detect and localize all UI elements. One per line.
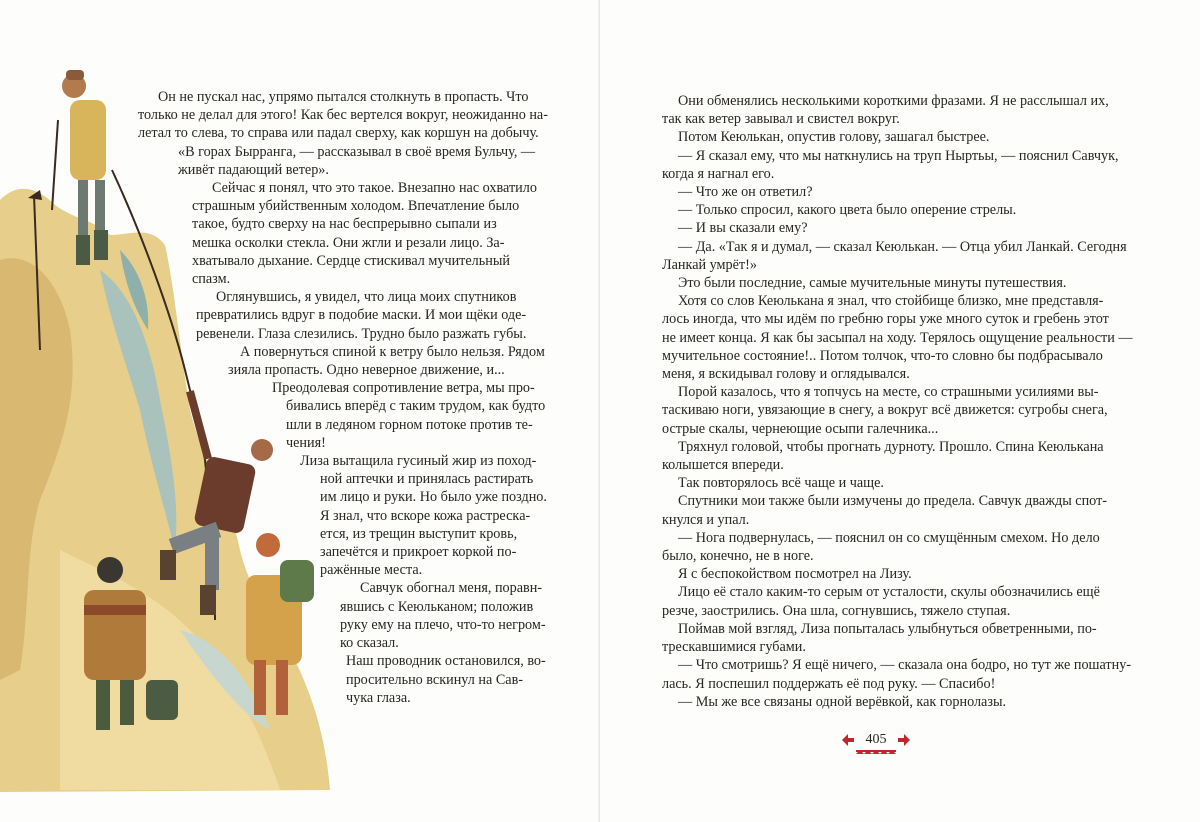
text-line: живёт падающий ветер». <box>178 161 329 178</box>
text-line: Поймав мой взгляд, Лиза попыталась улыбнуться обветренными, по- <box>678 620 1097 637</box>
text-line: только не делал для этого! Как бес вертелся вокруг, неожиданно на- <box>138 107 548 124</box>
text-line: ется, из трещин выступит кровь, <box>320 525 518 542</box>
page-number: 405 <box>865 732 887 747</box>
text-line: Савчук обогнал меня, поравн- <box>360 580 543 597</box>
text-line: — Только спросил, какого цвета было оперение стрелы. <box>678 202 1017 219</box>
text-line: колышется впереди. <box>662 457 784 474</box>
text-line: — Да. «Так я и думал, — сказал Кеюлькан. — Отца убил Ланкай. Сегодня <box>678 238 1127 255</box>
text-line: ражённые места. <box>320 562 423 579</box>
text-line: когда я нагнал его. <box>662 165 775 182</box>
text-line: им лицо и руки. Но было уже поздно. <box>320 489 547 506</box>
text-line: — Мы же все связаны одной верёвкой, как горнолазы. <box>678 693 1007 710</box>
text-line: не имеет конца. Я как бы засыпал на ходу. Терялось ощущение реальности — <box>662 329 1133 346</box>
text-line: Спутники мои также были измучены до предела. Савчук дважды спот- <box>678 493 1108 510</box>
text-line: превратились вдруг в подобие маски. И мои щёки оде- <box>196 307 527 324</box>
text-line: Порой казалось, что я топчусь на месте, со страшными усилиями вы- <box>678 384 1099 401</box>
text-line: — Нога подвернулась, — пояснил он со смущённым смехом. Но дело <box>678 529 1100 546</box>
text-line: кнулся и упал. <box>662 511 750 528</box>
text-line: Это были последние, самые мучительные минуты путешествия. <box>678 275 1067 292</box>
text-line: руку ему на плечо, что-то негром- <box>340 616 546 633</box>
text-line: шли в ледяном горном потоке против те- <box>286 416 533 433</box>
text-line: чука глаза. <box>346 689 411 706</box>
text-line: Тряхнул головой, чтобы прогнать дурноту. Прошло. Спина Кеюлькана <box>678 438 1104 455</box>
text-line: резче, заострились. Она шла, согнувшись, тяжело ступая. <box>662 602 1011 619</box>
text-line: — Я сказал ему, что мы наткнулись на труп Ныртьы, — пояснил Савчук, <box>678 147 1119 164</box>
text-line: «В горах Бырранга, — рассказывал в своё время Бульчу, — <box>178 143 536 160</box>
text-line: — Что смотришь? Я ещё ничего, — сказала она бодро, но тут же пошатну- <box>678 657 1132 674</box>
text-line: летал то слева, то справа или падал сверху, как коршун на добычу. <box>138 125 539 142</box>
text-line: Так повторялось всё чаще и чаще. <box>678 475 884 492</box>
text-line: Он не пускал нас, упрямо пытался столкнуть в пропасть. Что <box>158 89 529 105</box>
text-line: страшным убийственным холодом. Впечатление было <box>192 198 520 215</box>
text-line: лась. Я поспешил поддержать её под руку. — Спасибо! <box>662 675 996 692</box>
text-line: Лиза вытащила гусиный жир из поход- <box>300 453 537 470</box>
text-line: — И вы сказали ему? <box>678 220 808 237</box>
text-line: Хотя со слов Кеюлькана я знал, что стойбище близко, мне представля- <box>678 293 1104 310</box>
text-line: Потом Кеюлькан, опустив голову, зашагал быстрее. <box>678 129 990 146</box>
text-line: таскиваю ноги, увязающие в снегу, а вокруг всё движется: сугробы снега, <box>662 402 1108 419</box>
text-line: ревенели. Глаза слезились. Трудно было разжать губы. <box>196 325 527 342</box>
text-line: просительно вскинул на Сав- <box>346 671 524 688</box>
text-line: трескавшимися губами. <box>662 639 806 656</box>
text-line: острые скалы, чернеющие осыпи галечника... <box>662 420 939 437</box>
text-line: Я с беспокойством посмотрел на Лизу. <box>678 566 912 583</box>
right-page-text <box>662 92 1132 711</box>
text-line: чения! <box>286 434 326 451</box>
text-line: Лицо её стало каким-то серым от усталости, скулы обозначились ещё <box>678 584 1100 601</box>
text-line: было, конечно, не в ноге. <box>662 548 814 565</box>
text-line: Они обменялись несколькими короткими фразами. Я не расслышал их, <box>678 93 1109 109</box>
text-line: ной аптечки и принялась растирать <box>320 471 534 488</box>
text-line: явшись с Кеюльканом; положив <box>340 598 534 615</box>
text-line: мучительное состояние!.. Потом толчок, что-то словно бы подбрасывало <box>662 347 1103 364</box>
text-line: запечётся и прикроет коркой по- <box>320 544 517 561</box>
text-line: Преодолевая сопротивление ветра, мы про- <box>272 380 535 397</box>
text-line: Наш проводник остановился, во- <box>346 653 546 670</box>
text-line: Сейчас я понял, что это такое. Внезапно нас охватило <box>212 180 537 197</box>
text-line: Оглянувшись, я увидел, что лица моих спутников <box>216 289 517 306</box>
text-line: лось иногда, что мы идём по гребню горы уже много суток и гребень этот <box>662 311 1109 328</box>
text-line: хватывало дыхание. Сердце стискивал мучительный <box>192 252 510 269</box>
text-line: спазм. <box>192 271 231 288</box>
page-number-ornament <box>836 728 916 758</box>
text-line: бивались вперёд с таким трудом, как будто <box>286 398 546 415</box>
text-line: Ланкай умрёт!» <box>662 256 757 273</box>
text-line: зияла пропасть. Одно неверное движение, и... <box>228 362 505 379</box>
text-line: такое, будто сверху на нас беспрерывно сыпали из <box>192 216 497 233</box>
text-line: меня, я вскидывал голову и оглядывался. <box>662 366 910 383</box>
text-line: мешка осколки стекла. Они жгли и резали лицо. За- <box>192 234 505 251</box>
text-line: Я знал, что вскоре кожа растрескa- <box>320 507 531 524</box>
left-page-text <box>0 88 560 707</box>
text-line: — Что же он ответил? <box>678 184 813 201</box>
text-line: ко сказал. <box>340 635 399 652</box>
text-line: так как ветер завывал и свистел вокруг. <box>662 111 900 128</box>
text-line: А повернуться спиной к ветру было нельзя. Рядом <box>240 343 545 360</box>
